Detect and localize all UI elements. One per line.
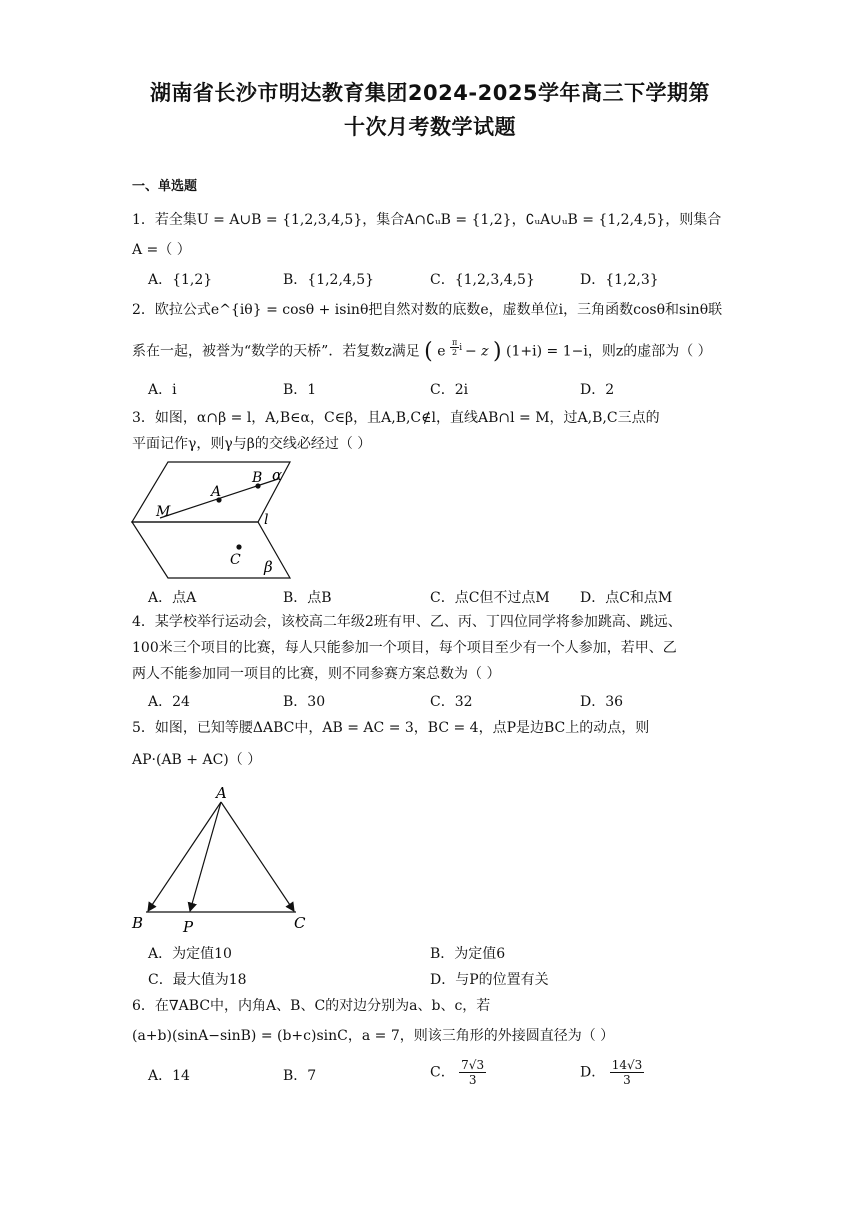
- q4-option-b: B．30: [283, 694, 326, 710]
- q4-option-c: C．32: [430, 694, 473, 710]
- q3-label-m: M: [156, 504, 171, 520]
- q2-exp-den: 2: [452, 348, 458, 357]
- q2-exp-num: π: [451, 338, 458, 347]
- q2-line-2: [132, 338, 712, 362]
- q5-triangle-figure: [128, 782, 314, 936]
- q2-minus-z: − z: [464, 343, 489, 360]
- q5-option-c: C．最大值为18: [148, 972, 247, 988]
- section-heading: 一、单选题: [132, 179, 198, 194]
- title-line-1: 湖南省长沙市明达教育集团2024-2025学年高三下学期第: [149, 81, 711, 105]
- q2-exponent: [450, 338, 465, 357]
- q2-exp-i: i: [459, 343, 463, 353]
- q3-planes-figure: [128, 458, 298, 582]
- title-line-2: 十次月考数学试题: [344, 115, 516, 139]
- q6-line-1: 6．在∇ABC中，内角A、B、C的对边分别为a、b、c，若: [132, 998, 491, 1014]
- q2-exponent-fraction: [450, 338, 459, 357]
- q3-line-1: 3．如图，α∩β = l，A,B∈α，C∈β，且A,B,C∉l，直线AB∩l = M，过A,B,C三点的: [132, 410, 660, 426]
- q5-option-b: B．为定值6: [430, 946, 506, 962]
- q1-option-c: C．{1,2,3,4,5}: [430, 272, 535, 288]
- q2-base-e: e: [437, 343, 446, 360]
- q6-option-d-fraction: [610, 1058, 645, 1087]
- q3-label-alpha: α: [272, 466, 283, 484]
- q1-option-d: D．{1,2,3}: [580, 272, 659, 288]
- q5-label-a: A: [216, 784, 227, 802]
- q1-option-b: B．{1,2,4,5}: [283, 272, 375, 288]
- q5-label-c: C: [294, 914, 306, 932]
- q5-line-2: AP·(AB + AC)（ ）: [132, 752, 262, 768]
- q5-label-p: P: [183, 918, 194, 936]
- q3-label-a: A: [211, 484, 222, 500]
- q2-bracket-close: ): [493, 338, 502, 364]
- q5-option-d: D．与P的位置有关: [430, 972, 549, 988]
- page-title: [60, 76, 800, 144]
- q3-label-l: l: [264, 512, 269, 528]
- q2-option-a: A．i: [148, 382, 177, 398]
- q3-line-2: 平面记作γ，则γ与β的交线必经过（ ）: [132, 436, 372, 452]
- q6-option-c-letter: C．: [430, 1064, 455, 1081]
- q6-option-a: A．14: [148, 1068, 190, 1084]
- q3-label-c: C: [230, 552, 241, 568]
- q2-line-2-pre: 系在一起，被誉为“数学的天桥”．若复数z满足: [132, 343, 420, 360]
- q6-line-2: (a+b)(sinA−sinB) = (b+c)sinC，a = 7，则该三角形的外接圆直径为（ ）: [132, 1028, 615, 1044]
- q6-option-b: B．7: [283, 1068, 317, 1084]
- q2-option-d: D．2: [580, 382, 615, 398]
- q3-option-a: A．点A: [148, 590, 197, 606]
- q6-option-d: [580, 1058, 644, 1087]
- q2-line-2-post: (1+i) = 1−i，则z的虚部为（ ）: [506, 343, 712, 360]
- q6-option-c-fraction: [459, 1058, 486, 1087]
- q4-line-1: 4．某学校举行运动会，该校高二年级2班有甲、乙、丙、丁四位同学将参加跳高、跳远、: [132, 614, 682, 630]
- q4-line-2: 100米三个项目的比赛，每人只能参加一个项目，每个项目至少有一个人参加，若甲、乙: [132, 640, 677, 656]
- q5-option-a: A．为定值10: [148, 946, 232, 962]
- q2-option-c: C．2i: [430, 382, 469, 398]
- q3-label-b: B: [252, 470, 263, 486]
- q6-option-d-den: 3: [623, 1073, 631, 1087]
- q5-line-1: 5．如图，已知等腰ΔABC中，AB = AC = 3，BC = 4，点P是边BC上的动点，则: [132, 720, 650, 736]
- q3-option-d: D．点C和点M: [580, 590, 673, 606]
- q2-option-b: B．1: [283, 382, 317, 398]
- q1-line-1: 1．若全集U = A∪B = {1,2,3,4,5}，集合A∩∁ᵤB = {1,2}，∁ᵤA∪ᵤB = {1,2,4,5}，则集合: [132, 212, 722, 228]
- q4-option-d: D．36: [580, 694, 624, 710]
- q1-option-a: A．{1,2}: [148, 272, 213, 288]
- q5-label-b: B: [132, 914, 144, 932]
- q4-option-a: A．24: [148, 694, 190, 710]
- q6-option-c: [430, 1058, 486, 1087]
- q6-option-d-letter: D．: [580, 1064, 606, 1081]
- q3-option-b: B．点B: [283, 590, 332, 606]
- q1-line-2: A =（ ）: [132, 242, 191, 258]
- q4-line-3: 两人不能参加同一项目的比赛，则不同参赛方案总数为（ ）: [132, 666, 501, 682]
- q3-label-beta: β: [264, 558, 273, 576]
- q6-option-c-num: 7√3: [461, 1058, 485, 1072]
- q6-option-d-num: 14√3: [611, 1058, 643, 1072]
- q2-line-1: 2．欧拉公式e^{iθ} = cosθ + isinθ把自然对数的底数e，虚数单位i，三角函数cosθ和sinθ联: [132, 302, 723, 318]
- q6-option-c-den: 3: [468, 1073, 477, 1087]
- q2-bracket-expression: (: [424, 338, 433, 364]
- q3-option-c: C．点C但不过点M: [430, 590, 550, 606]
